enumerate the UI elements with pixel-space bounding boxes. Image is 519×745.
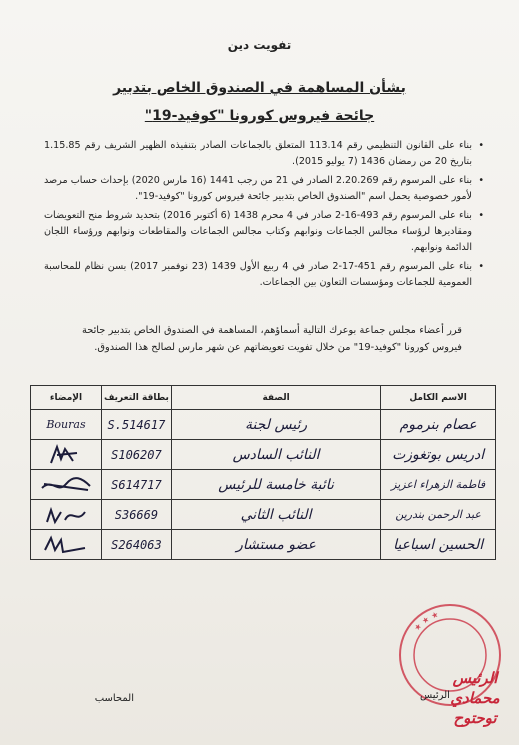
member-role: النائب الثاني xyxy=(171,500,380,530)
member-signature-cell xyxy=(31,530,102,560)
table-row xyxy=(31,410,496,440)
table-row xyxy=(31,500,496,530)
member-name: عبد الرحمن بندرين xyxy=(381,500,496,530)
member-name: عصام بنرموم xyxy=(381,410,496,440)
member-role: النائب السادس xyxy=(171,440,380,470)
preamble-item: • بناء على المرسوم رقم 2.20.269 الصادر في 21 من رجب 1441 (16 مارس 2020) بإحداث حساب مرصد لأمور خصوصية يحمل اسم "الصندوق الخاص بتدبير جائحة فيروس كورونا "كوفيد-19". xyxy=(44,173,484,205)
president-signature: الرئيس محمادي توحتوح xyxy=(450,669,500,727)
decision-paragraph: قرر أعضاء مجلس جماعة بوعرك التالية أسماؤهم، المساهمة في الصندوق الخاص بتدبير جائحة فيروس كورونا "كوفيد-19" من خلال تفويت تعويضاتهم عن شهر مارس لصالح هذا الصندوق. xyxy=(82,325,462,353)
member-card-cell xyxy=(101,410,171,440)
member-signature-cell xyxy=(31,470,102,500)
document-subject xyxy=(0,74,519,130)
member-card-cell xyxy=(101,500,171,530)
table-row xyxy=(31,530,496,560)
member-card: S264063 xyxy=(111,537,162,552)
table-row xyxy=(31,470,496,500)
signature-scribble xyxy=(39,534,93,556)
table-row xyxy=(31,440,496,470)
header-signature: الإمضاء xyxy=(31,386,102,410)
document-title: تفويت دين xyxy=(227,38,292,52)
signature-scribble xyxy=(41,504,91,526)
preamble-item: • بناء على المرسوم رقم 493-16-2 صادر في 4 محرم 1438 (6 أكتوبر 2016) بتحديد شروط منح التعويضات ومقاديرها لرؤساء مجالس الجماعات ونوابهم وكتاب مجالس الجماعات والمقاطعات ونوابهم ورؤساء اللجان الدائمة ونوابهم. xyxy=(44,208,484,256)
member-name: فاطمة الزهراء اعزيز xyxy=(381,470,496,500)
member-signature-cell xyxy=(31,410,102,440)
subject-line-2: جائحة فيروس كورونا "كوفيد-19" xyxy=(144,108,375,124)
header-role: الصفة xyxy=(171,386,380,410)
member-card: S106207 xyxy=(111,447,162,462)
member-card-cell xyxy=(101,440,171,470)
subject-line-1: بشأن المساهمة في الصندوق الخاص بتدبير xyxy=(113,80,406,96)
svg-text:★ ★ ★: ★ ★ ★ xyxy=(412,609,440,633)
member-signature-cell xyxy=(31,500,102,530)
preamble-item: • بناء على القانون التنظيمي رقم 113.14 المتعلق بالجماعات الصادر بتنفيذه الظهير الشريف رقم 1.15.85 بتاريخ 20 من رمضان 1436 (7 يوليو 2015). xyxy=(44,138,484,170)
signature-scribble xyxy=(43,443,89,467)
member-card-cell xyxy=(101,530,171,560)
header-card: بطاقة التعريف xyxy=(101,386,171,410)
member-card: S.514617 xyxy=(107,417,166,432)
accountant-label: المحاسب xyxy=(94,693,134,704)
member-signature: Bouras xyxy=(46,418,86,431)
member-role: عضو مستشار xyxy=(171,530,380,560)
member-role: نائبة خامسة للرئيس xyxy=(171,470,380,500)
member-name: الحسين اسباعيا xyxy=(381,530,496,560)
table-header-row xyxy=(31,386,496,410)
member-card-cell xyxy=(101,470,171,500)
preamble-list xyxy=(44,138,484,294)
member-card: S36669 xyxy=(114,507,159,522)
member-card: S614717 xyxy=(111,477,162,492)
member-name: ادريس بوتغوزت xyxy=(381,440,496,470)
president-label: الرئيس xyxy=(420,690,450,701)
member-signature-cell xyxy=(31,440,102,470)
signature-scribble xyxy=(38,474,94,496)
members-table xyxy=(30,385,496,560)
header-name: الاسم الكامل xyxy=(381,386,496,410)
preamble-item: • بناء على المرسوم رقم 451-17-2 صادر في 4 ربيع الأول 1439 (23 نوفمبر 2017) بسن نظام للمحاسبة العمومية للجماعات ومؤسسات التعاون بين الجماعات. xyxy=(44,259,484,291)
member-role: رئيس لجنة xyxy=(171,410,380,440)
